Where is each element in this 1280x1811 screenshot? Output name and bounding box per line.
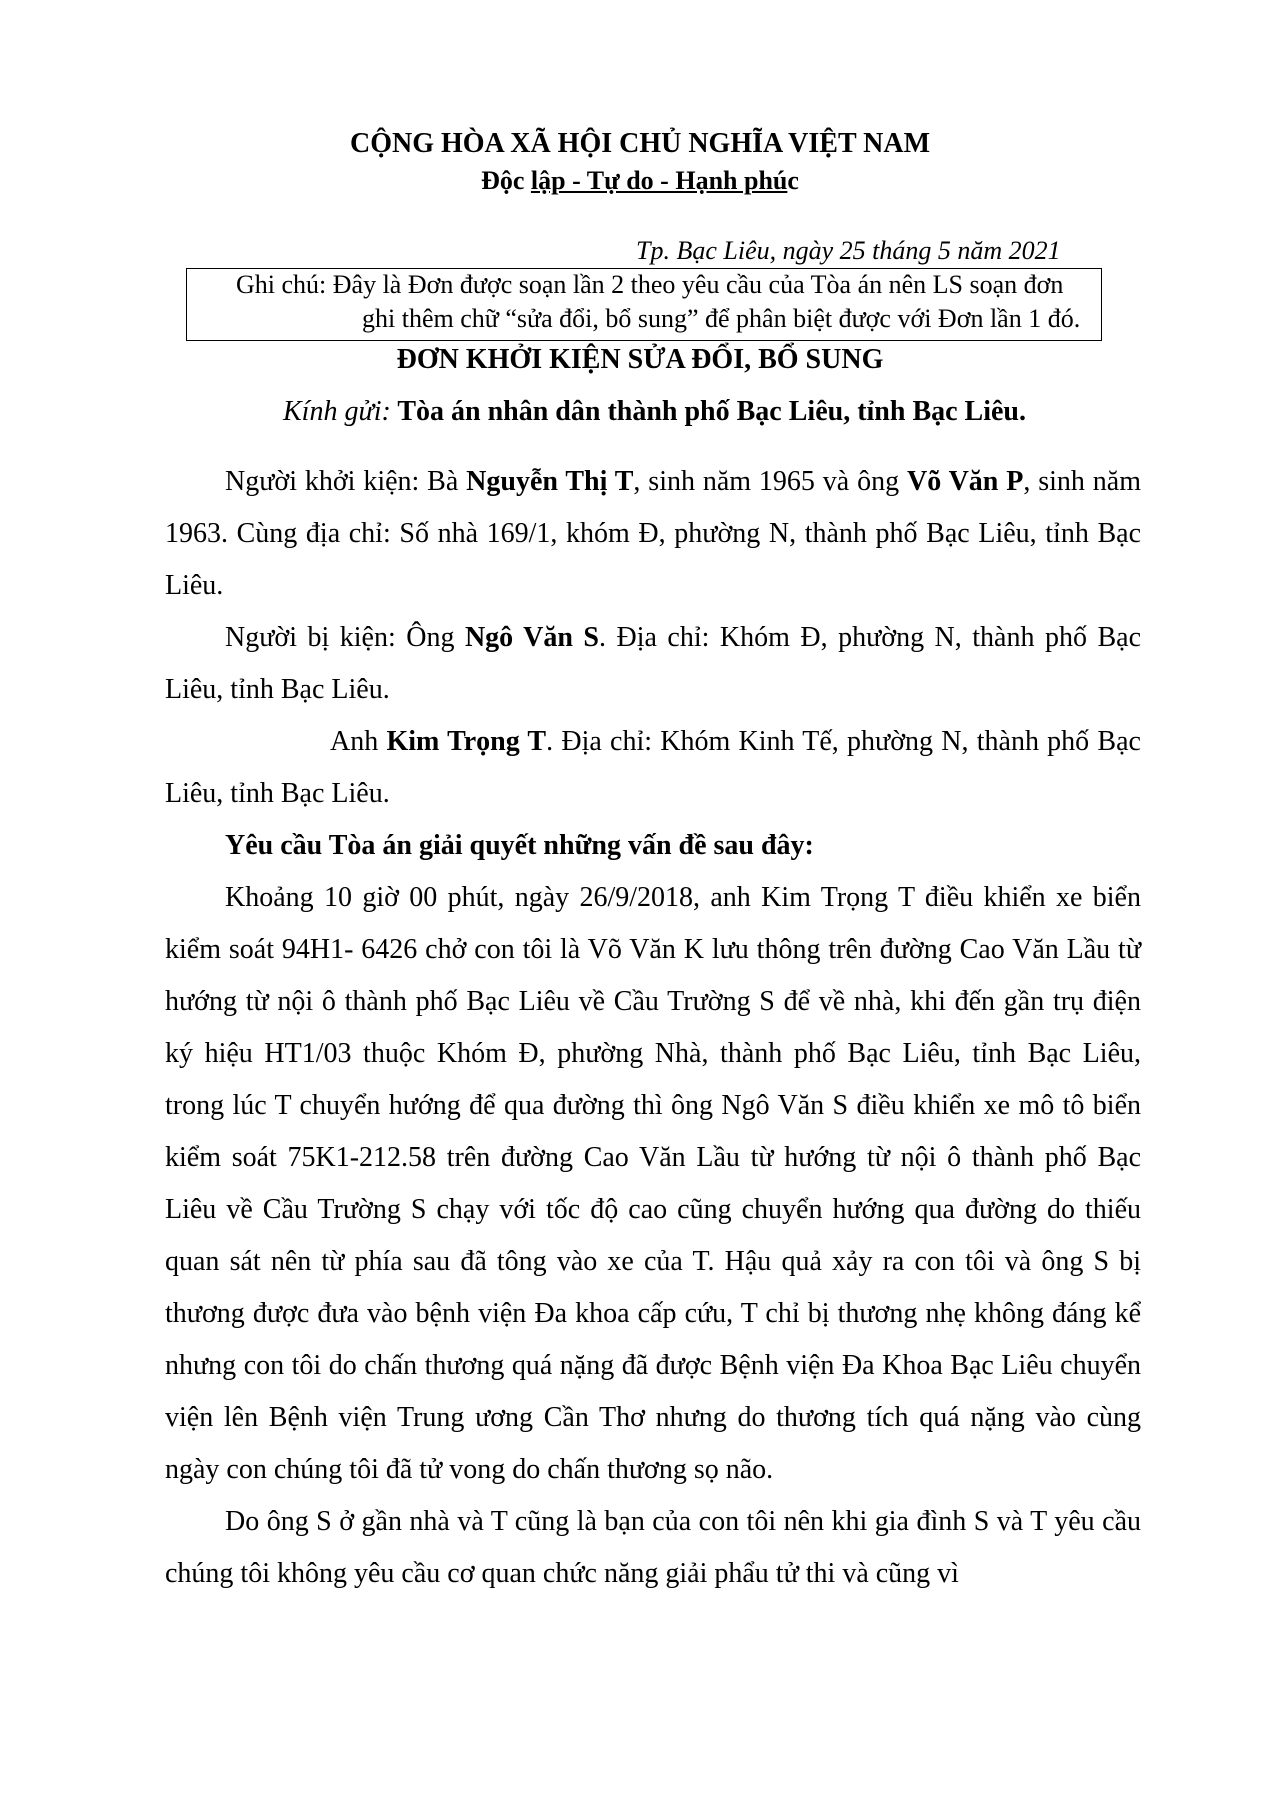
defendant2-paragraph bbox=[165, 716, 1141, 820]
defendant2-name: Kim Trọng T bbox=[386, 726, 547, 757]
motto-part2: lập - Tự do - Hạnh phú bbox=[530, 166, 788, 195]
defendant1-name: Ngô Văn S bbox=[464, 622, 599, 653]
recipient-value: Tòa án nhân dân thành phố Bạc Liêu, tỉnh Bạc Liêu. bbox=[390, 396, 1026, 427]
request-heading: Yêu cầu Tòa án giải quyết những vấn đề sau đây: bbox=[225, 830, 814, 861]
defendant1-paragraph bbox=[165, 612, 1141, 716]
plaintiff-paragraph bbox=[165, 456, 1141, 612]
defendant2-text-1: Anh bbox=[330, 726, 387, 757]
recipient-line bbox=[283, 396, 1026, 428]
motto-part1: Độc bbox=[481, 166, 531, 195]
defendant1-text-2: . Địa chỉ: Khóm Đ, phường N, thành phố Bạc Liêu, tỉnh Bạc Liêu. bbox=[165, 622, 1141, 705]
plaintiff-name-2: Võ Văn P bbox=[907, 466, 1024, 497]
date-line: Tp. Bạc Liêu, ngày 25 tháng 5 năm 2021 bbox=[636, 236, 1061, 265]
facts-paragraph: Khoảng 10 giờ 00 phút, ngày 26/9/2018, anh Kim Trọng T điều khiển xe biển kiểm soát 94H1- 6426 chở con tôi là Võ Văn K lưu thông trên đường Cao Văn Lầu từ hướng từ nội ô thành phố Bạc Liêu về Cầu Trường S để về nhà, khi đến gần trụ điện ký hiệu HT1/03 thuộc Khóm Đ, phường Nhà, thành phố Bạc Liêu, tỉnh Bạc Liêu, trong lúc T chuyển hướng để qua đường thì ông Ngô Văn S điều khiển xe mô tô biển kiểm soát 75K1-212.58 trên đường Cao Văn Lầu từ hướng từ nội ô thành phố Bạc Liêu về Cầu Trường S chạy với tốc độ cao cũng chuyển hướng qua đường do thiếu quan sát nên từ phía sau đã tông vào xe của T. Hậu quả xảy ra con tôi và ông S bị thương được đưa vào bệnh viện Đa khoa cấp cứu, T chỉ bị thương nhẹ không đáng kể nhưng con tôi do chấn thương quá nặng đã được Bệnh viện Đa Khoa Bạc Liêu chuyển viện lên Bệnh viện Trung ương Cần Thơ nhưng do thương tích quá nặng vào cùng ngày con chúng tôi đã tử vong do chấn thương sọ não. bbox=[165, 882, 1141, 1485]
note-line-2: ghi thêm chữ “sửa đổi, bổ sung” để phân biệt được với Đơn lần 1 đó. bbox=[362, 304, 1081, 333]
motto bbox=[0, 166, 1280, 196]
note-line-1: Ghi chú: Đây là Đơn được soạn lần 2 theo yêu cầu của Tòa án nên LS soạn đơn bbox=[236, 270, 1064, 299]
defendant1-text-1: Người bị kiện: Ông bbox=[225, 622, 465, 653]
plaintiff-text-3: , sinh năm 1963. Cùng địa chỉ: Số nhà 169/1, khóm Đ, phường N, thành phố Bạc Liêu, tỉnh Bạc Liêu. bbox=[165, 466, 1142, 601]
plaintiff-text-2: , sinh năm 1965 và ông bbox=[633, 466, 907, 497]
defendant2-text-2: . Địa chỉ: Khóm Kinh Tế, phường N, thành phố Bạc Liêu, tỉnh Bạc Liêu. bbox=[165, 726, 1141, 809]
national-title: CỘNG HÒA XÃ HỘI CHỦ NGHĨA VIỆT NAM bbox=[349, 128, 931, 159]
document-title: ĐƠN KHỞI KIỆN SỬA ĐỔI, BỔ SUNG bbox=[396, 344, 884, 375]
recipient-label: Kính gửi: bbox=[283, 396, 391, 427]
continuation-paragraph: Do ông S ở gần nhà và T cũng là bạn của con tôi nên khi gia đình S và T yêu cầu chúng tôi không yêu cầu cơ quan chức năng giải phẩu tử thi và cũng vì bbox=[165, 1506, 1141, 1589]
plaintiff-name-1: Nguyễn Thị T bbox=[466, 466, 634, 497]
motto-part3: c bbox=[787, 166, 799, 195]
document-body bbox=[165, 456, 1141, 1600]
plaintiff-text-1: Người khởi kiện: Bà bbox=[225, 466, 467, 497]
